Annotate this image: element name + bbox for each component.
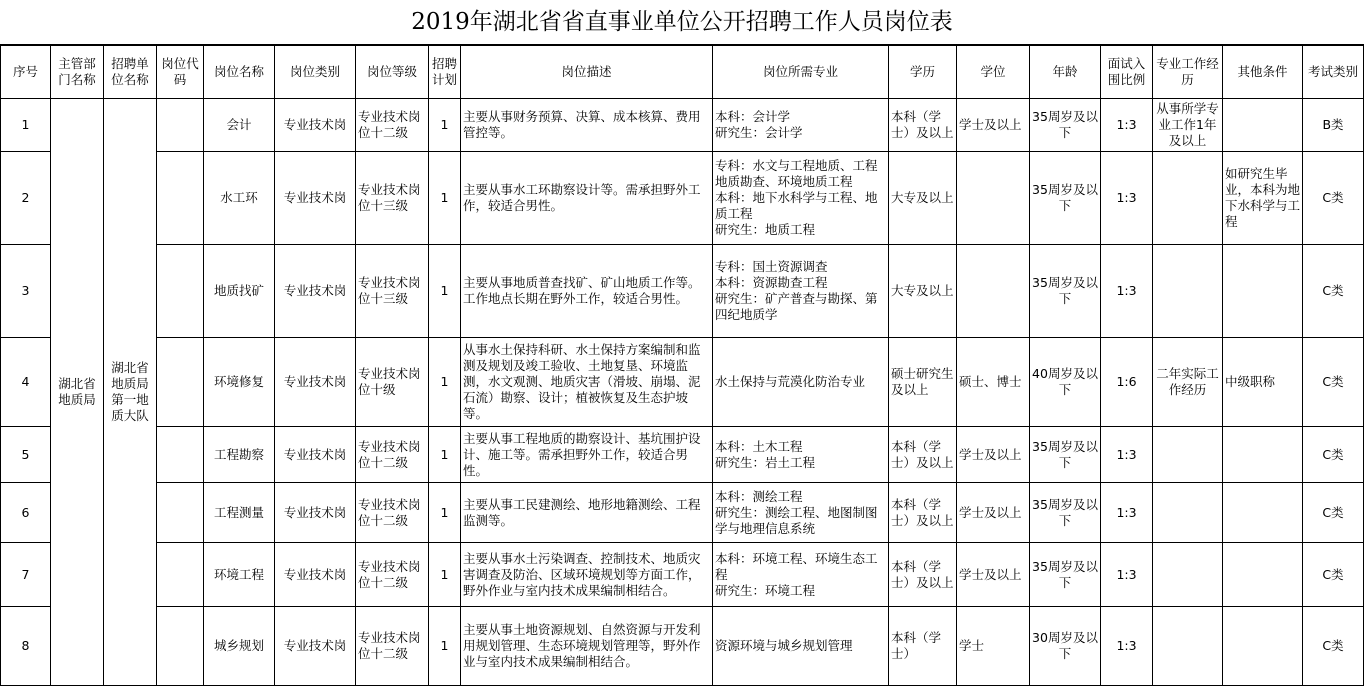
edu-cell: 本科（学士）及以上 <box>889 99 957 152</box>
name-cell: 工程测量 <box>204 483 275 543</box>
edu-cell: 大专及以上 <box>889 152 957 245</box>
degree-cell: 学士及以上 <box>957 427 1030 483</box>
header-cell: 岗位描述 <box>461 46 713 99</box>
table-row <box>1 543 1364 607</box>
edu-cell: 本科（学士）及以上 <box>889 427 957 483</box>
desc-cell: 主要从事工民建测绘、地形地籍测绘、工程监测等。 <box>461 483 713 543</box>
desc-cell: 主要从事工程地质的勘察设计、基坑围护设计、施工等。需承担野外工作，较适合男性。 <box>461 427 713 483</box>
exam-cell: C类 <box>1303 338 1364 427</box>
age-cell: 35周岁及以下 <box>1030 245 1101 338</box>
name-cell: 城乡规划 <box>204 607 275 686</box>
header-cell: 年龄 <box>1030 46 1101 99</box>
plan-cell: 1 <box>429 152 461 245</box>
desc-cell: 主要从事地质普查找矿、矿山地质工作等。工作地点长期在野外工作，较适合男性。 <box>461 245 713 338</box>
ratio-cell: 1:3 <box>1101 483 1153 543</box>
level-cell: 专业技术岗位十三级 <box>356 152 429 245</box>
plan-cell: 1 <box>429 427 461 483</box>
level-cell: 专业技术岗位十三级 <box>356 245 429 338</box>
other-cell <box>1223 99 1303 152</box>
other-cell <box>1223 427 1303 483</box>
edu-cell: 硕士研究生及以上 <box>889 338 957 427</box>
code-cell <box>157 543 204 607</box>
header-cell: 岗位代码 <box>157 46 204 99</box>
code-cell <box>157 99 204 152</box>
exam-cell: C类 <box>1303 607 1364 686</box>
table-row <box>1 427 1364 483</box>
age-cell: 30周岁及以下 <box>1030 607 1101 686</box>
table-row <box>1 245 1364 338</box>
exam-cell: B类 <box>1303 99 1364 152</box>
table-row <box>1 99 1364 152</box>
level-cell: 专业技术岗位十二级 <box>356 483 429 543</box>
category-cell: 专业技术岗 <box>275 338 356 427</box>
exam-cell: C类 <box>1303 483 1364 543</box>
desc-cell: 主要从事财务预算、决算、成本核算、费用管控等。 <box>461 99 713 152</box>
category-cell: 专业技术岗 <box>275 245 356 338</box>
header-cell: 招聘计划 <box>429 46 461 99</box>
dept-cell: 湖北省地质局 <box>51 99 104 686</box>
name-cell: 会计 <box>204 99 275 152</box>
no-cell: 4 <box>1 338 51 427</box>
code-cell <box>157 483 204 543</box>
level-cell: 专业技术岗位十二级 <box>356 607 429 686</box>
degree-cell: 学士 <box>957 607 1030 686</box>
degree-cell: 学士及以上 <box>957 543 1030 607</box>
no-cell: 7 <box>1 543 51 607</box>
name-cell: 水工环 <box>204 152 275 245</box>
major-cell: 专科：水文与工程地质、工程地质勘查、环境地质工程 本科：地下水科学与工程、地质工程 研究生：地质工程 <box>713 152 889 245</box>
degree-cell <box>957 152 1030 245</box>
category-cell: 专业技术岗 <box>275 99 356 152</box>
unit-cell: 湖北省地质局第一地质大队 <box>104 99 157 686</box>
code-cell <box>157 245 204 338</box>
exp-cell <box>1153 543 1223 607</box>
plan-cell: 1 <box>429 543 461 607</box>
header-cell: 岗位类别 <box>275 46 356 99</box>
exam-cell: C类 <box>1303 427 1364 483</box>
ratio-cell: 1:3 <box>1101 607 1153 686</box>
plan-cell: 1 <box>429 483 461 543</box>
exp-cell <box>1153 607 1223 686</box>
no-cell: 2 <box>1 152 51 245</box>
level-cell: 专业技术岗位十二级 <box>356 543 429 607</box>
exam-cell: C类 <box>1303 543 1364 607</box>
other-cell <box>1223 483 1303 543</box>
major-cell: 本科：测绘工程 研究生：测绘工程、地图制图学与地理信息系统 <box>713 483 889 543</box>
level-cell: 专业技术岗位十二级 <box>356 427 429 483</box>
header-cell: 考试类别 <box>1303 46 1364 99</box>
name-cell: 地质找矿 <box>204 245 275 338</box>
major-cell: 本科：环境工程、环境生态工程 研究生：环境工程 <box>713 543 889 607</box>
age-cell: 35周岁及以下 <box>1030 152 1101 245</box>
header-cell: 序号 <box>1 46 51 99</box>
header-row <box>1 46 1364 99</box>
header-cell: 主管部门名称 <box>51 46 104 99</box>
degree-cell <box>957 245 1030 338</box>
table-row <box>1 152 1364 245</box>
desc-cell: 从事水土保持科研、水土保持方案编制和监测及规划及竣工验收、土地复垦、环境监测，水文观测、地质灾害（滑坡、崩塌、泥石流）勘察、设计；植被恢复及生态护坡等。 <box>461 338 713 427</box>
plan-cell: 1 <box>429 607 461 686</box>
degree-cell: 学士及以上 <box>957 483 1030 543</box>
age-cell: 35周岁及以下 <box>1030 543 1101 607</box>
no-cell: 1 <box>1 99 51 152</box>
exam-cell: C类 <box>1303 245 1364 338</box>
level-cell: 专业技术岗位十级 <box>356 338 429 427</box>
exp-cell <box>1153 245 1223 338</box>
category-cell: 专业技术岗 <box>275 152 356 245</box>
plan-cell: 1 <box>429 245 461 338</box>
ratio-cell: 1:3 <box>1101 152 1153 245</box>
other-cell: 如研究生毕业，本科为地下水科学与工程 <box>1223 152 1303 245</box>
code-cell <box>157 338 204 427</box>
positions-table <box>0 45 1364 686</box>
exam-cell: C类 <box>1303 152 1364 245</box>
no-cell: 3 <box>1 245 51 338</box>
other-cell: 中级职称 <box>1223 338 1303 427</box>
no-cell: 6 <box>1 483 51 543</box>
ratio-cell: 1:3 <box>1101 245 1153 338</box>
category-cell: 专业技术岗 <box>275 543 356 607</box>
exp-cell <box>1153 483 1223 543</box>
major-cell: 水土保持与荒漠化防治专业 <box>713 338 889 427</box>
code-cell <box>157 427 204 483</box>
ratio-cell: 1:3 <box>1101 543 1153 607</box>
major-cell: 本科：会计学 研究生：会计学 <box>713 99 889 152</box>
header-cell: 岗位所需专业 <box>713 46 889 99</box>
no-cell: 5 <box>1 427 51 483</box>
exp-cell <box>1153 427 1223 483</box>
exp-cell: 从事所学专业工作1年及以上 <box>1153 99 1223 152</box>
code-cell <box>157 607 204 686</box>
edu-cell: 本科（学士）及以上 <box>889 543 957 607</box>
ratio-cell: 1:3 <box>1101 427 1153 483</box>
name-cell: 工程勘察 <box>204 427 275 483</box>
major-cell: 本科：土木工程 研究生：岩土工程 <box>713 427 889 483</box>
other-cell <box>1223 543 1303 607</box>
major-cell: 资源环境与城乡规划管理 <box>713 607 889 686</box>
desc-cell: 主要从事水工环勘察设计等。需承担野外工作，较适合男性。 <box>461 152 713 245</box>
plan-cell: 1 <box>429 99 461 152</box>
exp-cell: 二年实际工作经历 <box>1153 338 1223 427</box>
ratio-cell: 1:3 <box>1101 99 1153 152</box>
plan-cell: 1 <box>429 338 461 427</box>
exp-cell <box>1153 152 1223 245</box>
age-cell: 40周岁及以下 <box>1030 338 1101 427</box>
category-cell: 专业技术岗 <box>275 427 356 483</box>
table-row <box>1 483 1364 543</box>
header-cell: 学历 <box>889 46 957 99</box>
no-cell: 8 <box>1 607 51 686</box>
table-row <box>1 607 1364 686</box>
edu-cell: 本科（学士） <box>889 607 957 686</box>
table-row <box>1 338 1364 427</box>
other-cell <box>1223 245 1303 338</box>
page-title: 2019年湖北省省直事业单位公开招聘工作人员岗位表 <box>0 0 1364 45</box>
age-cell: 35周岁及以下 <box>1030 483 1101 543</box>
category-cell: 专业技术岗 <box>275 483 356 543</box>
header-cell: 招聘单位名称 <box>104 46 157 99</box>
header-cell: 其他条件 <box>1223 46 1303 99</box>
name-cell: 环境修复 <box>204 338 275 427</box>
age-cell: 35周岁及以下 <box>1030 427 1101 483</box>
header-cell: 面试入围比例 <box>1101 46 1153 99</box>
age-cell: 35周岁及以下 <box>1030 99 1101 152</box>
other-cell <box>1223 607 1303 686</box>
level-cell: 专业技术岗位十二级 <box>356 99 429 152</box>
header-cell: 岗位名称 <box>204 46 275 99</box>
edu-cell: 本科（学士）及以上 <box>889 483 957 543</box>
category-cell: 专业技术岗 <box>275 607 356 686</box>
edu-cell: 大专及以上 <box>889 245 957 338</box>
ratio-cell: 1:6 <box>1101 338 1153 427</box>
code-cell <box>157 152 204 245</box>
degree-cell: 学士及以上 <box>957 99 1030 152</box>
major-cell: 专科：国土资源调查 本科：资源勘查工程 研究生：矿产普查与勘探、第四纪地质学 <box>713 245 889 338</box>
desc-cell: 主要从事土地资源规划、自然资源与开发利用规划管理、生态环境规划管理等，野外作业与室内技术成果编制相结合。 <box>461 607 713 686</box>
header-cell: 岗位等级 <box>356 46 429 99</box>
degree-cell: 硕士、博士 <box>957 338 1030 427</box>
header-cell: 专业工作经历 <box>1153 46 1223 99</box>
name-cell: 环境工程 <box>204 543 275 607</box>
header-cell: 学位 <box>957 46 1030 99</box>
desc-cell: 主要从事水土污染调查、控制技术、地质灾害调查及防治、区域环境规划等方面工作，野外作业与室内技术成果编制相结合。 <box>461 543 713 607</box>
